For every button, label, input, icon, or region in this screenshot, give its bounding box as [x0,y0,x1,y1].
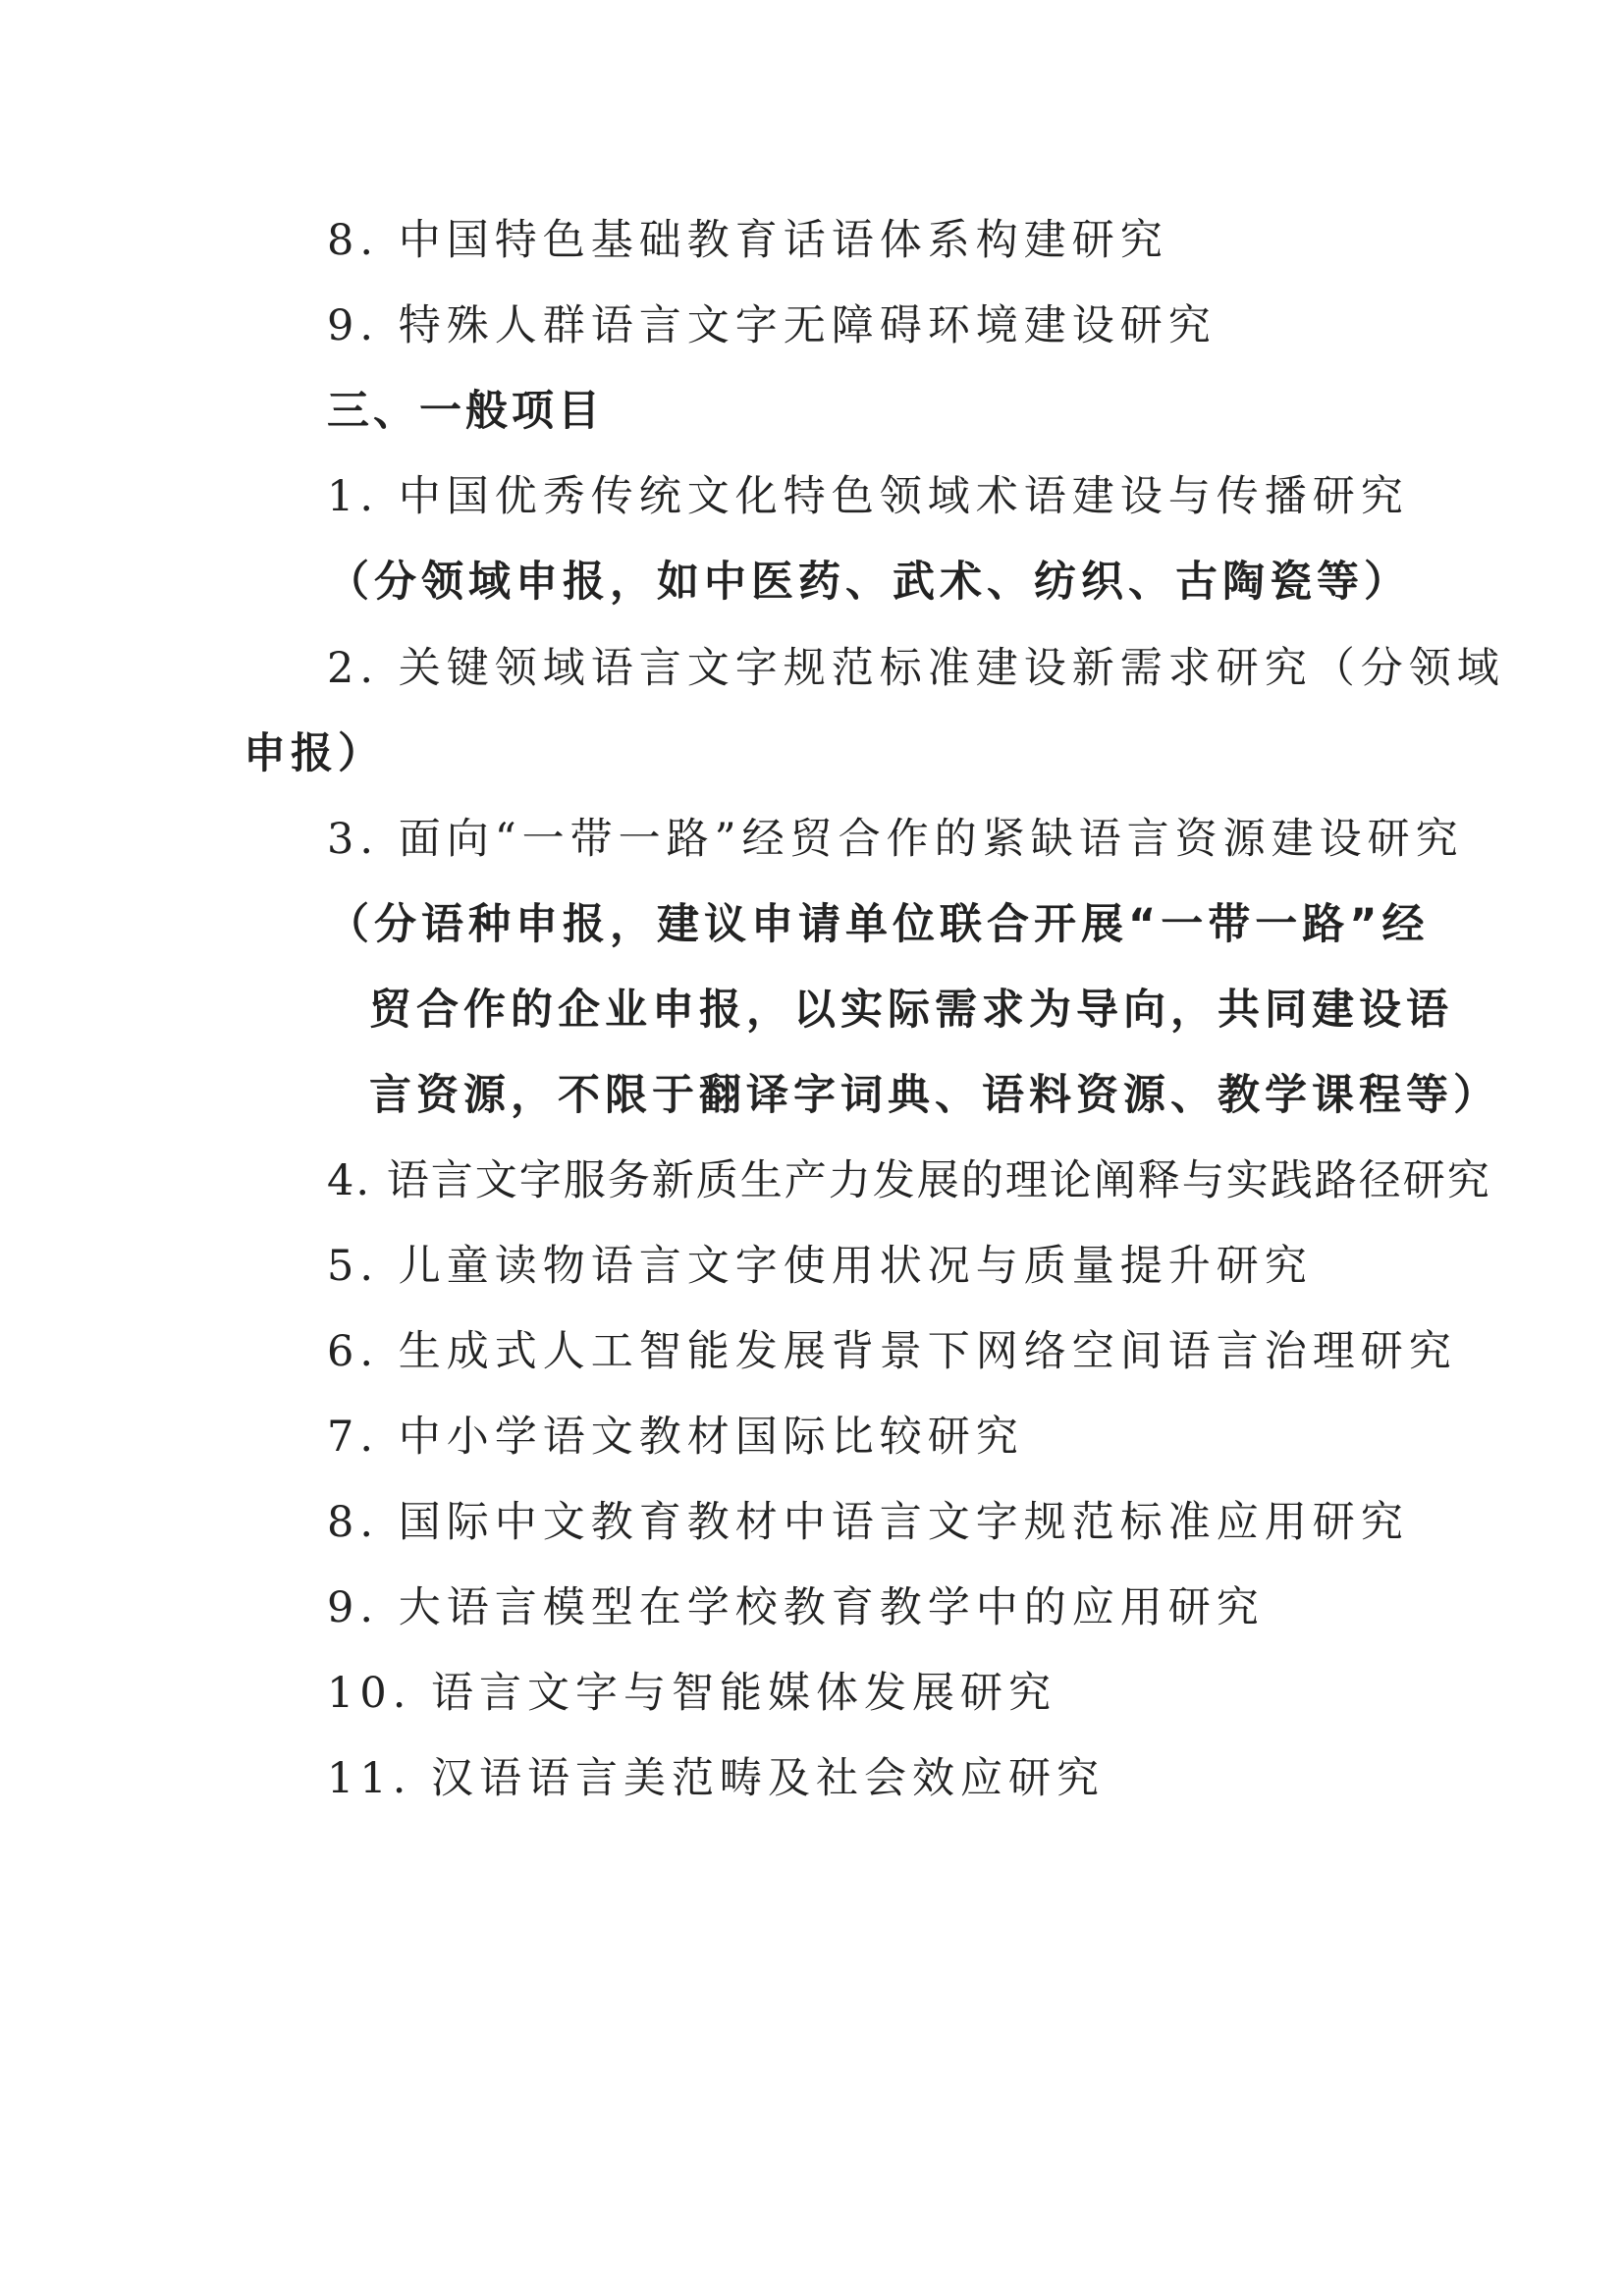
list-item: 1. 中国优秀传统文化特色领域术语建设与传播研究 [327,472,1409,521]
item-note: （分语种申报，建议申请单位联合开展“一带一路”经 [327,900,1430,949]
section-heading: 三、一般项目 [327,387,604,436]
list-item: 5. 儿童读物语言文字使用状况与质量提升研究 [327,1242,1313,1291]
list-item: 7. 中小学语文教材国际比较研究 [327,1413,1024,1462]
list-item: 3. 面向“一带一路”经贸合作的紧缺语言资源建设研究 [327,815,1464,864]
item-note: 贸合作的企业申报，以实际需求为导向，共同建设语 [369,986,1453,1035]
list-item: 8. 国际中文教育教材中语言文字规范标准应用研究 [327,1498,1409,1547]
list-item: 2. 关键领域语言文字规范标准建设新需求研究（分领域 [327,644,1505,693]
list-item: 4. 语言文字服务新质生产力发展的理论阐释与实践路径研究 [327,1156,1491,1205]
list-item: 9. 大语言模型在学校教育教学中的应用研究 [327,1583,1265,1632]
list-item: 10. 语言文字与智能媒体发展研究 [327,1669,1057,1718]
list-item: 8. 中国特色基础教育话语体系构建研究 [327,216,1168,265]
item-note: （分领域申报，如中医药、武术、纺织、古陶瓷等） [327,558,1411,607]
list-item: 9. 特殊人群语言文字无障碍环境建设研究 [327,301,1217,350]
list-item: 11. 汉语语言美范畴及社会效应研究 [327,1754,1106,1803]
list-item: 6. 生成式人工智能发展背景下网络空间语言治理研究 [327,1327,1457,1376]
item-note: 言资源，不限于翻译字词典、语料资源、教学课程等） [369,1071,1500,1120]
item-note: 申报） [244,729,385,778]
